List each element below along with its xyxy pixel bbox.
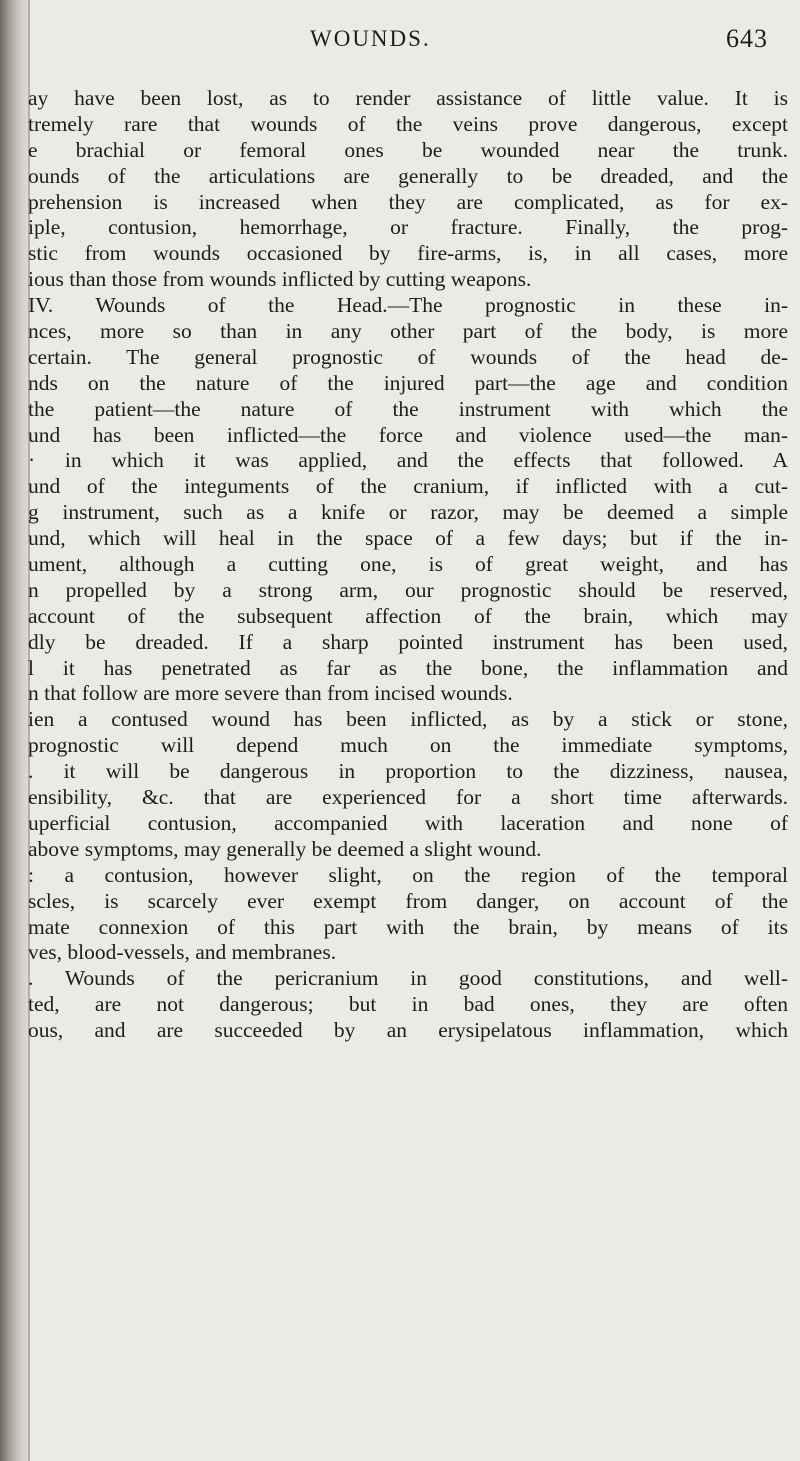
text-line: certain. The general prognostic of wounds of the head de- [28,344,788,369]
text-line: nds on the nature of the injured part—the age and condition [28,370,788,395]
text-line: ien a contused wound has been inflicted, as by a stick or stone, [28,707,788,732]
text-line: prehension is increased when they are complicated, as for ex- [28,189,788,214]
text-line: n that follow are more severe than from incised wounds. [28,681,513,706]
text-line: ted, are not dangerous; but in bad ones, they are often [28,992,788,1017]
text-line: ensibility, &c. that are experienced for a short time afterwards. [28,785,788,810]
text-line: und has been inflicted—the force and violence used—the man- [28,422,788,447]
body-text [28,86,788,1044]
text-line: ay have been lost, as to render assistance of little value. It is [28,86,788,110]
text-line: und of the integuments of the cranium, if inflicted with a cut- [28,474,788,499]
text-line: ves, blood-vessels, and membranes. [28,940,337,965]
text-line: nces, more so than in any other part of the body, is more [28,319,788,344]
text-line: prognostic will depend much on the immediate symptoms, [28,733,788,758]
text-line: iple, contusion, hemorrhage, or fracture. Finally, the prog- [28,215,788,240]
text-line: stic from wounds occasioned by fire-arms, is, in all cases, more [28,241,788,266]
text-line: ounds of the articulations are generally to be dreaded, and the [28,163,788,188]
text-line: . Wounds of the pericranium in good constitutions, and well- [28,966,788,991]
text-line: scles, is scarcely ever exempt from danger, on account of the [28,888,788,913]
page-number: 643 [726,24,768,53]
text-line: the patient—the nature of the instrument with which the [28,396,788,421]
running-head-title: WOUNDS. [310,26,431,51]
text-line: mate connexion of this part with the brain, by means of its [28,914,788,939]
text-line: tremely rare that wounds of the veins prove dangerous, except [28,111,788,136]
text-line: above symptoms, may generally be deemed a slight wound. [28,836,542,861]
text-line: account of the subsequent affection of the brain, which may [28,603,788,628]
text-line: ous, and are succeeded by an erysipelatous inflammation, which [28,1018,788,1043]
text-line: l it has penetrated as far as the bone, the inflammation and [28,655,788,680]
text-line: n propelled by a strong arm, our prognostic should be reserved, [28,577,788,602]
text-line: · in which it was applied, and the effects that followed. A [28,448,788,473]
text-line: uperficial contusion, accompanied with laceration and none of [28,810,788,835]
book-page [8,0,792,1461]
text-line: ument, although a cutting one, is of great weight, and has [28,552,788,577]
section-heading-line: IV. Wounds of the Head.—The prognostic in these in- [28,293,788,318]
text-line: g instrument, such as a knife or razor, may be deemed a simple [28,500,788,525]
text-line: ious than those from wounds inflicted by cutting weapons. [28,267,532,292]
text-line: und, which will heal in the space of a few days; but if the in- [28,526,788,551]
text-line: e brachial or femoral ones be wounded near the trunk. [28,137,788,162]
running-head [8,26,792,66]
text-line: . it will be dangerous in proportion to the dizziness, nausea, [28,759,788,784]
text-line: dly be dreaded. If a sharp pointed instrument has been used, [28,629,788,654]
text-line: : a contusion, however slight, on the region of the temporal [28,862,788,887]
